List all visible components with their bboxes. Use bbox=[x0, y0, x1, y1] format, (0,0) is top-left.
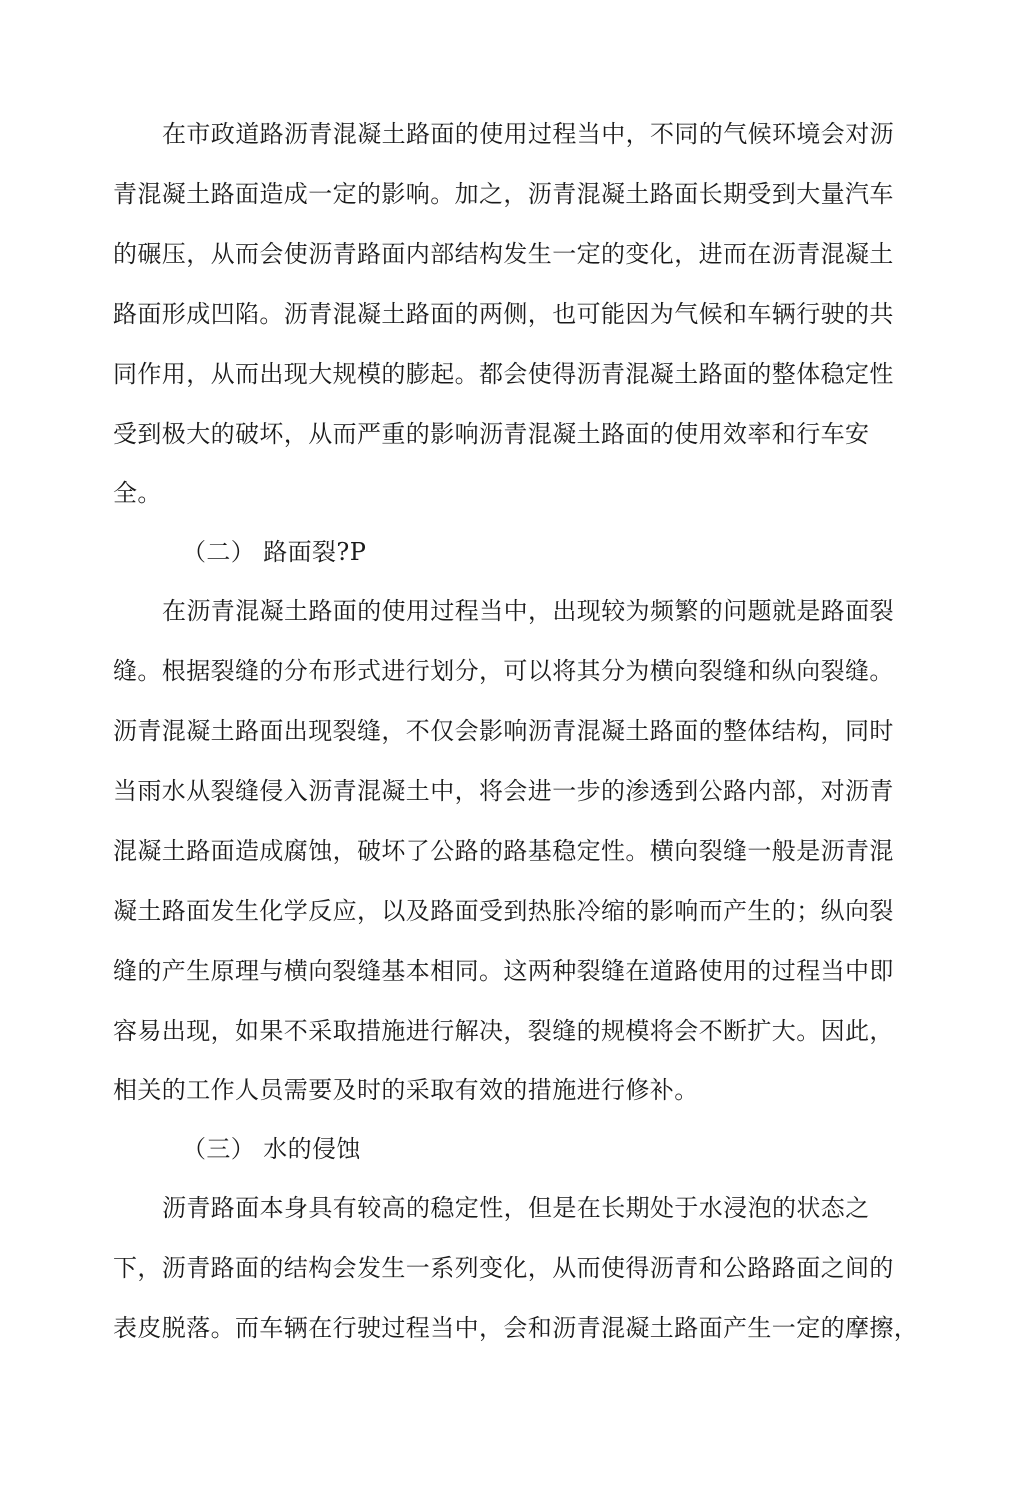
paragraph-2-line-3: 沥青混凝土路面出现裂缝，不仅会影响沥青混凝土路面的整体结构，同时 bbox=[113, 717, 894, 745]
paragraph-3-line-1: 沥青路面本身具有较高的稳定性，但是在长期处于水浸泡的状态之 bbox=[162, 1194, 870, 1222]
paragraph-1-line-1: 在市政道路沥青混凝土路面的使用过程当中，不同的气候环境会对沥 bbox=[162, 120, 894, 148]
paragraph-2-line-4: 当雨水从裂缝侵入沥青混凝土中，将会进一步的渗透到公路内部，对沥青 bbox=[113, 777, 894, 805]
paragraph-1-line-3: 的碾压，从而会使沥青路面内部结构发生一定的变化，进而在沥青混凝土 bbox=[113, 240, 894, 268]
paragraph-1-line-7: 全。 bbox=[113, 479, 162, 507]
paragraph-2-line-8: 容易出现，如果不采取措施进行解决，裂缝的规模将会不断扩大。因此， bbox=[113, 1017, 894, 1045]
paragraph-2-line-1: 在沥青混凝土路面的使用过程当中，出现较为频繁的问题就是路面裂 bbox=[162, 597, 894, 625]
paragraph-2-line-6: 凝土路面发生化学反应，以及路面受到热胀冷缩的影响而产生的；纵向裂 bbox=[113, 897, 894, 925]
paragraph-1-line-4: 路面形成凹陷。沥青混凝土路面的两侧，也可能因为气候和车辆行驶的共 bbox=[113, 300, 894, 328]
paragraph-2-line-5: 混凝土路面造成腐蚀，破坏了公路的路基稳定性。横向裂缝一般是沥青混 bbox=[113, 837, 894, 865]
paragraph-1-line-6: 受到极大的破坏，从而严重的影响沥青混凝土路面的使用效率和行车安 bbox=[113, 420, 870, 448]
paragraph-3-line-3: 表皮脱落。而车辆在行驶过程当中，会和沥青混凝土路面产生一定的摩擦， bbox=[113, 1314, 919, 1342]
paragraph-1-line-5: 同作用，从而出现大规模的膨起。都会使得沥青混凝土路面的整体稳定性 bbox=[113, 360, 894, 388]
section-heading-2: （二） 路面裂?P bbox=[182, 538, 367, 566]
section-heading-3: （三） 水的侵蚀 bbox=[182, 1135, 361, 1163]
paragraph-1-line-2: 青混凝土路面造成一定的影响。加之，沥青混凝土路面长期受到大量汽车 bbox=[113, 180, 894, 208]
paragraph-3-line-2: 下，沥青路面的结构会发生一系列变化，从而使得沥青和公路路面之间的 bbox=[113, 1254, 894, 1282]
paragraph-2-line-9: 相关的工作人员需要及时的采取有效的措施进行修补。 bbox=[113, 1076, 699, 1104]
paragraph-2-line-7: 缝的产生原理与横向裂缝基本相同。这两种裂缝在道路使用的过程当中即 bbox=[113, 957, 894, 985]
paragraph-2-line-2: 缝。根据裂缝的分布形式进行划分，可以将其分为横向裂缝和纵向裂缝。 bbox=[113, 657, 894, 685]
